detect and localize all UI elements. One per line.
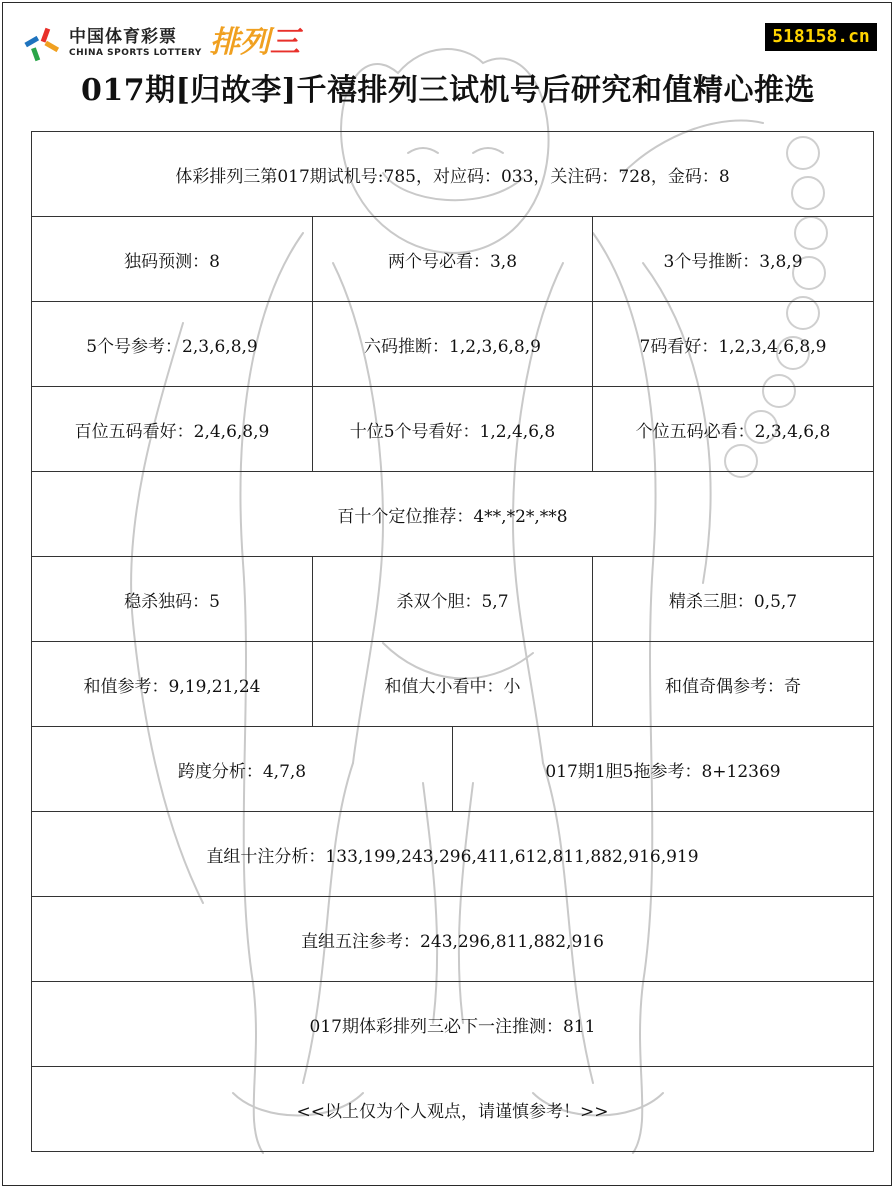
page-title: 017期[归故李]千禧排列三试机号后研究和值精心推选 [80,73,815,108]
must-bet-prediction: 017期体彩排列三必下一注推测：811 [32,982,874,1066]
positional-recommendation: 百十个定位推荐：4**,*2*,**8 [32,472,874,556]
kill-single-code: 稳杀独码：5 [32,557,313,641]
logo-chinese-text: 中国体育彩票 [69,27,177,47]
sum-size-pick: 和值大小看中：小 [313,642,593,726]
one-gall-five-drag: 017期1胆5拖参考：8+12369 [453,727,874,811]
units-five-codes: 个位五码必看：2,3,4,6,8 [593,387,874,471]
sum-parity-reference: 和值奇偶参考：奇 [593,642,874,726]
three-numbers-pick: 3个号推断：3,8,9 [593,217,874,301]
kill-double-code: 杀双个胆：5,7 [313,557,593,641]
table-row [32,132,874,217]
table-row [32,897,874,982]
lottery-logo [21,21,300,65]
logo-brand-text [210,25,300,61]
table-row [32,472,874,557]
page [2,2,892,1186]
span-analysis: 跨度分析：4,7,8 [32,727,453,811]
table-row [32,812,874,897]
site-badge: 518158.cn [765,23,877,51]
tens-five-codes: 十位5个号看好：1,2,4,6,8 [313,387,593,471]
seven-codes-pick: 7码看好：1,2,3,4,6,8,9 [593,302,874,386]
direct-five-bets: 直组五注参考：243,296,811,882,916 [32,897,874,981]
single-code-prediction: 独码预测：8 [32,217,313,301]
disclaimer: <<以上仅为个人观点，请谨慎参考！>> [32,1067,874,1151]
table-row [32,1067,874,1152]
logo-english-text: CHINA SPORTS LOTTERY [69,48,202,58]
table-row [32,642,874,727]
logo-brand-part-b: 三 [269,25,300,60]
lottery-logo-icon [21,22,63,64]
six-codes-inference: 六码推断：1,2,3,6,8,9 [313,302,593,386]
kill-three-codes: 精杀三胆：0,5,7 [593,557,874,641]
prediction-table [31,131,874,1152]
direct-ten-bets: 直组十注分析：133,199,243,296,411,612,811,882,916,919 [32,812,874,896]
trial-number-info: 体彩排列三第017期试机号:785，对应码：033，关注码：728，金码：8 [32,132,874,216]
table-row [32,302,874,387]
two-numbers-pick: 两个号必看：3,8 [313,217,593,301]
table-row [32,557,874,642]
logo-brand-part-a: 排列 [209,25,270,60]
table-row [32,727,874,812]
table-row [32,387,874,472]
hundreds-five-codes: 百位五码看好：2,4,6,8,9 [32,387,313,471]
table-row [32,217,874,302]
five-numbers-reference: 5个号参考：2,3,6,8,9 [32,302,313,386]
table-row [32,982,874,1067]
sum-reference: 和值参考：9,19,21,24 [32,642,313,726]
